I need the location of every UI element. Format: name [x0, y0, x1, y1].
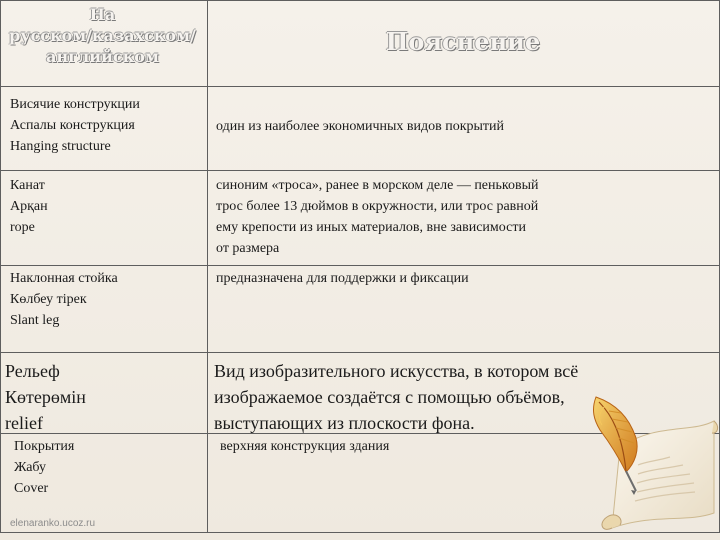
- term-russian: Рельеф: [5, 361, 60, 381]
- term-cell: [10, 175, 208, 238]
- term-english: Hanging structure: [10, 139, 111, 154]
- term-english: Slant leg: [10, 313, 60, 328]
- grid-line: [0, 352, 720, 353]
- explanation-line: изображаемое создаётся с помощью объёмов,: [214, 387, 565, 407]
- explanation-cell: [216, 116, 716, 137]
- grid-line: [0, 86, 720, 87]
- explanation-line: выступающих из плоскости фона.: [214, 413, 475, 433]
- term-english: rope: [10, 220, 35, 235]
- term-russian: Наклонная стойка: [10, 271, 118, 286]
- term-kazakh: Жабу: [14, 460, 46, 475]
- footer-credit: elenaranko.ucoz.ru: [10, 518, 96, 529]
- grid-line: [0, 0, 720, 1]
- term-kazakh: Көтерөмін: [5, 387, 86, 407]
- header-line: На: [89, 5, 116, 24]
- term-kazakh: Аспалы конструкция: [10, 118, 135, 133]
- header-line: русском/казахском/: [9, 26, 196, 45]
- column-header-explanation: Пояснение: [385, 27, 541, 56]
- term-cell: [10, 268, 208, 331]
- term-russian: Висячие конструкции: [10, 97, 140, 112]
- term-russian: Покрытия: [14, 439, 75, 454]
- explanation-line: верхняя конструкция здания: [220, 439, 390, 454]
- explanation-line: ему крепости из иных материалов, вне зависимости: [216, 220, 526, 235]
- grid-line: [0, 170, 720, 171]
- term-kazakh: Көлбеу тірек: [10, 292, 87, 307]
- explanation-line: Вид изобразительного искусства, в котором всё: [214, 361, 579, 381]
- explanation-line: от размера: [216, 241, 280, 256]
- term-cell: [10, 94, 208, 157]
- explanation-line: трос более 13 дюймов в окружности, или трос равной: [216, 199, 539, 214]
- term-kazakh: Арқан: [10, 199, 48, 214]
- grid-line: [0, 0, 1, 533]
- column-header-language: [0, 4, 205, 67]
- explanation-line: предназначена для поддержки и фиксации: [216, 271, 469, 286]
- grid-line: [0, 265, 720, 266]
- term-cell: [5, 358, 205, 436]
- quill-and-scroll-icon: [582, 395, 720, 540]
- explanation-cell: [216, 175, 716, 259]
- term-english: Cover: [14, 481, 49, 496]
- explanation-cell: [216, 268, 716, 289]
- term-russian: Канат: [10, 178, 45, 193]
- term-cell: [14, 436, 212, 499]
- explanation-line: синоним «троса», ранее в морском деле — пеньковый: [216, 178, 539, 193]
- header-line: английском: [46, 47, 159, 66]
- term-english: relief: [5, 413, 43, 433]
- explanation-line: один из наиболее экономичных видов покрытий: [216, 119, 505, 134]
